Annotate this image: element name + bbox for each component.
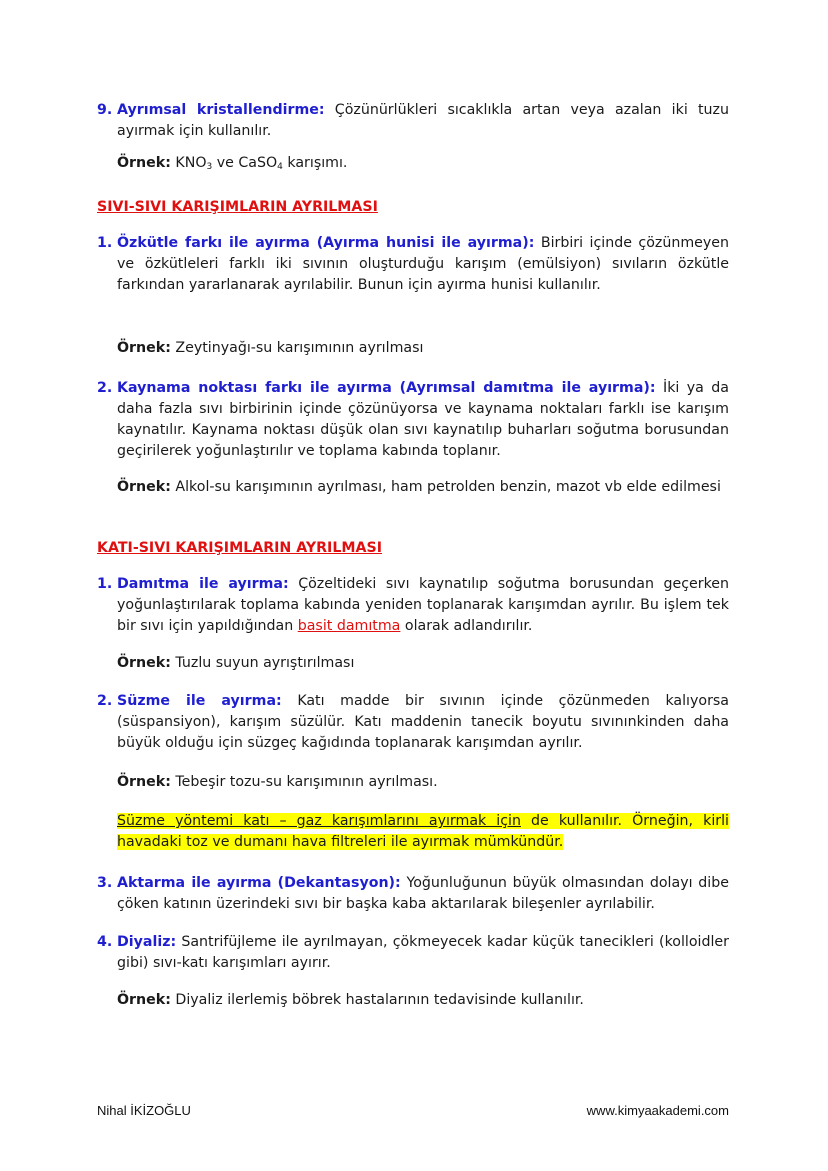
item-text: Katı madde bir sıvının içinde çözünmeden kalıyorsa (süspansiyon), karışım süzülür. Katı maddenin tanecik boyutu sıvınınkinden daha büyük olduğu için süzgeç kağıdında toplanarak karışımdan ayrılır.: [117, 693, 729, 751]
example-text: KNO: [170, 155, 207, 171]
footer-website[interactable]: www.kimyaakademi.com: [586, 1103, 729, 1118]
example-text: Tuzlu suyun ayrıştırılması: [170, 655, 355, 671]
item-number: 1.: [97, 576, 113, 592]
item-diyaliz: [97, 932, 729, 974]
item-text: olarak adlandırılır.: [400, 618, 533, 634]
example-text: Tebeşir tozu-su karışımının ayrılması.: [170, 774, 438, 790]
note-text: de kullanılır. Örneğin, kirli havadaki toz ve dumanı hava filtreleri ile ayırmak mümkündür.: [117, 813, 730, 850]
item-title-colon: :: [276, 693, 282, 709]
example-label: Örnek:: [117, 340, 171, 356]
item-number: 4.: [97, 934, 113, 950]
item-text: Çözeltideki sıvı kaynatılıp soğutma borusundan geçerken yoğunlaştırılarak toplama kabında yeniden toplanarak karışımdan ayrılır. Bu işlem tek bir sıvı için yapıldığından: [117, 576, 730, 634]
item-title: Diyaliz:: [117, 934, 177, 950]
example-label: Örnek:: [117, 479, 171, 495]
item-aktarma: [97, 873, 729, 915]
item-ayrimsal-kristallendirme: [97, 100, 729, 142]
item-title: Özkütle farkı ile ayırma (Ayırma hunisi ile ayırma):: [117, 235, 535, 251]
item-ozkutle-farki: [97, 233, 729, 296]
note-underlined: Süzme yöntemi katı – gaz karışımlarını ayırmak için: [117, 813, 521, 829]
example-text: karışımı.: [282, 155, 348, 171]
item-number: 1.: [97, 235, 113, 251]
example-tuzlu-su: [117, 653, 729, 674]
item-kaynama-noktasi: [97, 378, 729, 462]
section-heading-kati-sivi: KATI-SIVI KARIŞIMLARIN AYRILMASI: [97, 540, 382, 556]
example-kno3: [117, 153, 729, 174]
example-label: Örnek:: [117, 155, 171, 171]
section-heading-sivi-sivi: SIVI-SIVI KARIŞIMLARIN AYRILMASI: [97, 199, 378, 215]
item-title: Ayrımsal kristallendirme:: [117, 102, 325, 118]
example-label: Örnek:: [117, 774, 171, 790]
item-text: Yoğunluğunun büyük olmasından dolayı dibe çöken katının üzerindeki sıvı bir başka kaba aktarılarak bileşenler ayrılabilir.: [117, 875, 729, 912]
item-title: Damıtma ile ayırma:: [117, 576, 289, 592]
item-suzme: [97, 691, 729, 754]
item-title: Aktarma ile ayırma (Dekantasyon):: [117, 875, 401, 891]
item-damitma: [97, 574, 730, 637]
item-text: Santrifüjleme ile ayrılmayan, çökmeyecek kadar küçük tanecikleri (kolloidler gibi) sıvı-katı karışımları ayırır.: [117, 934, 729, 971]
item-text: Birbiri içinde çözünmeyen ve özkütleleri farklı iki sıvının oluşturduğu karışım (emülsiyon) sıvıların özkütle farkından yararlanarak ayrılabilir. Bunun için ayırma hunisi kullanılır.: [117, 235, 729, 293]
item-number: 2.: [97, 380, 113, 396]
example-diyaliz: [117, 990, 729, 1011]
item-number: 2.: [97, 693, 113, 709]
footer-author: Nihal İKİZOĞLU: [97, 1103, 191, 1118]
example-text: Diyaliz ilerlemiş böbrek hastalarının tedavisinde kullanılır.: [170, 992, 584, 1008]
item-text: İki ya da daha fazla sıvı birbirinin içinde çözünüyorsa ve kaynama noktaları farklı ise karışım kaynatılır. Kaynama noktası düşük olan sıvı kaynatılıp buharları soğutma borusundan geçirilerek yoğunlaştırılır ve toplama kabında toplanır.: [117, 380, 729, 459]
item-title: Süzme ile ayırma: [117, 693, 277, 709]
example-alkol-su: [117, 477, 729, 498]
item-title: Kaynama noktası farkı ile ayırma (Ayrımsal damıtma ile ayırma):: [117, 380, 656, 396]
basit-damitma-link[interactable]: basit damıtma: [297, 618, 401, 634]
subscript: 4: [277, 162, 283, 172]
item-number: 3.: [97, 875, 113, 891]
item-text: Çözünürlükleri sıcaklıkla artan veya azalan iki tuzu ayırmak için kullanılır.: [117, 102, 729, 139]
example-text: Zeytinyağı-su karışımının ayrılması: [170, 340, 424, 356]
example-text: Alkol-su karışımının ayrılması, ham petrolden benzin, mazot vb elde edilmesi: [170, 479, 721, 495]
example-label: Örnek:: [117, 992, 171, 1008]
example-zeytinyagi: [117, 338, 729, 359]
item-number: 9.: [97, 102, 113, 118]
example-label: Örnek:: [117, 655, 171, 671]
highlighted-note: [117, 811, 729, 853]
example-tebesir: [117, 772, 729, 793]
example-text: ve CaSO: [212, 155, 278, 171]
subscript: 3: [206, 162, 213, 172]
